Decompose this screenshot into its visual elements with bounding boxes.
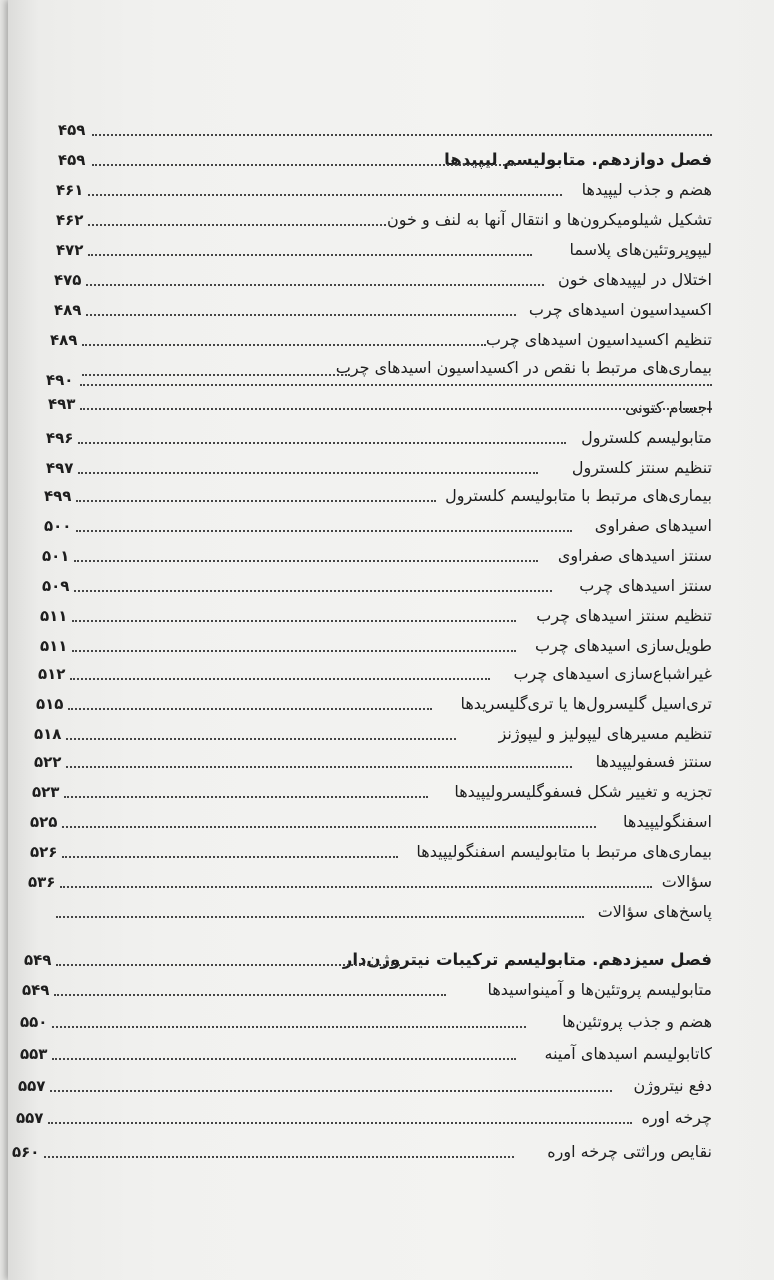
dotted-leader (70, 678, 490, 680)
toc-entry-title: نقایص وراثتی چرخه اوره (547, 1142, 712, 1161)
toc-entry-title: طویل‌سازی اسیدهای چرب (535, 636, 712, 655)
toc-entry-title: هضم و جذب پروتئین‌ها (562, 1012, 712, 1031)
dotted-leader (80, 384, 712, 386)
toc-entry-title: تنظیم مسیرهای لیپولیز و لیپوژنز (498, 724, 712, 743)
toc-entry-title: بیماری‌های مرتبط با متابولیسم اسفنگولیپیدها (416, 842, 712, 861)
toc-entry (0, 752, 712, 782)
toc-entry (0, 1044, 712, 1074)
toc-entry-title: هضم و جذب لیپیدها (581, 180, 712, 199)
toc-entry (0, 1076, 712, 1106)
toc-entry-title: تنظیم اکسیداسیون اسیدهای چرب (485, 330, 712, 349)
toc-entry-title: سنتز اسیدهای چرب (579, 576, 712, 595)
toc-entry (0, 210, 712, 240)
toc-entry-page: ۴۹۰ (46, 371, 74, 389)
toc-entry (0, 664, 712, 694)
toc-entry (0, 782, 712, 812)
toc-entry-title: سنتز اسیدهای صفراوی (557, 546, 712, 565)
dotted-leader (76, 530, 572, 532)
dotted-leader (88, 224, 386, 226)
toc-entry-page: ۴۵۹ (58, 151, 86, 169)
dotted-leader (44, 1156, 514, 1158)
toc-entry-title: اکسیداسیون اسیدهای چرب (528, 300, 712, 319)
dotted-leader (66, 738, 456, 740)
toc-entry-title: بیماری‌های مرتبط با متابولیسم کلسترول (445, 486, 712, 505)
toc-entry (0, 842, 712, 872)
toc-entry-page: ۵۲۲ (34, 753, 62, 771)
chapter-title: فصل دوازدهم. متابولیسم لیپیدها (444, 150, 712, 169)
toc-entry (0, 180, 712, 210)
toc-entry (0, 120, 712, 150)
dotted-leader (72, 620, 516, 622)
toc-entry (0, 724, 712, 754)
dotted-leader (92, 134, 712, 136)
dotted-leader (88, 194, 562, 196)
dotted-leader (50, 1090, 612, 1092)
toc-entry (0, 330, 712, 360)
toc-entry (0, 240, 712, 270)
toc-entry (0, 606, 712, 636)
toc-entry-page: ۵۱۸ (34, 725, 62, 743)
dotted-leader (56, 964, 400, 966)
toc-entry (0, 394, 712, 424)
dotted-leader (72, 650, 516, 652)
toc-entry-title: اجسام کتونی (625, 398, 712, 417)
toc-entry-page: ۵۰۰ (44, 517, 72, 535)
toc-entry-title: اسیدهای صفراوی (594, 516, 712, 535)
toc-entry-title: تنظیم سنتز اسیدهای چرب (536, 606, 712, 625)
toc-entry-title: سؤالات (661, 872, 712, 891)
dotted-leader (86, 314, 516, 316)
dotted-leader (74, 560, 538, 562)
dotted-leader (48, 1122, 632, 1124)
toc-entry-title: تری‌اسیل گلیسرول‌ها یا تری‌گلیسریدها (460, 694, 712, 713)
dotted-leader (52, 1026, 526, 1028)
toc-entry (0, 516, 712, 546)
toc-entry-page: ۴۶۲ (56, 211, 84, 229)
toc-entry-page: ۵۵۳ (20, 1045, 48, 1063)
toc-entry-title: تشکیل شیلومیکرون‌ها و انتقال آنها به لنف و خون (387, 210, 712, 229)
dotted-leader (62, 826, 596, 828)
toc-entry (0, 428, 712, 458)
dotted-leader (52, 1058, 516, 1060)
toc-entry (0, 486, 712, 516)
toc-entry-title: غیراشباع‌سازی اسیدهای چرب (513, 664, 712, 683)
toc-entry-page: ۵۲۶ (30, 843, 58, 861)
toc-entry-page: ۵۴۹ (24, 951, 52, 969)
dotted-leader (86, 284, 544, 286)
toc-entry (0, 270, 712, 300)
dotted-leader (64, 796, 428, 798)
toc-entry-title: دفع نیتروژن (633, 1076, 712, 1095)
dotted-leader (62, 856, 398, 858)
toc-entry-page: ۵۱۵ (36, 695, 64, 713)
toc-entry-page: ۴۹۹ (44, 487, 72, 505)
toc-entry-title: اختلال در لیپیدهای خون (558, 270, 712, 289)
toc-entry (0, 458, 712, 488)
toc-entry-page: ۵۱۲ (38, 665, 66, 683)
toc-entry-title: چرخه اوره (641, 1108, 712, 1127)
dotted-leader (66, 766, 572, 768)
toc-entry-page: ۴۶۱ (56, 181, 84, 199)
toc-entry-title: پاسخ‌های سؤالات (597, 902, 712, 921)
toc-entry (0, 546, 712, 576)
toc-entry-page: ۵۵۷ (18, 1077, 46, 1095)
dotted-leader (80, 408, 712, 410)
toc-entry-page: ۵۴۹ (22, 981, 50, 999)
toc-entry-page: ۵۰۹ (42, 577, 70, 595)
dotted-leader (78, 442, 566, 444)
toc-entry (0, 812, 712, 842)
toc-entry-title: لیپوپروتئین‌های پلاسما (569, 240, 712, 259)
dotted-leader (92, 164, 516, 166)
toc-entry-title: کاتابولیسم اسیدهای آمینه (544, 1044, 712, 1063)
toc-entry-page: ۴۸۹ (50, 331, 78, 349)
toc-entry-page: ۵۲۳ (32, 783, 60, 801)
dotted-leader (82, 344, 486, 346)
toc-entry (0, 1108, 712, 1138)
toc-entry-page: ۴۷۵ (54, 271, 82, 289)
toc-entry-page: ۵۶۰ (12, 1143, 40, 1161)
toc-entry-page: ۵۰۱ (42, 547, 70, 565)
chapter-title: فصل سیزدهم. متابولیسم ترکیبات نیتروژن‌دار (342, 950, 712, 969)
toc-entry-page: ۴۹۶ (46, 429, 74, 447)
toc-entry-page: ۵۱۱ (40, 637, 68, 655)
chapter-heading (0, 150, 712, 180)
toc-entry-title: تجزیه و تغییر شکل فسفوگلیسرولیپیدها (454, 782, 712, 801)
toc-entry (0, 1142, 712, 1172)
toc-entry-page: ۵۱۱ (40, 607, 68, 625)
toc-entry-page: ۵۳۶ (28, 873, 56, 891)
toc-entry-title: بیماری‌های مرتبط با نقص در اکسیداسیون اسیدهای چرب (335, 358, 712, 377)
dotted-leader (68, 708, 432, 710)
toc-entry-page: ۴۵۹ (58, 121, 86, 139)
toc-entry (0, 980, 712, 1010)
dotted-leader (88, 254, 532, 256)
toc-entry-title: تنظیم سنتز کلسترول (571, 458, 712, 477)
chapter-heading (0, 950, 712, 980)
dotted-leader (56, 916, 584, 918)
dotted-leader (54, 994, 446, 996)
toc-entry-page: ۴۹۳ (48, 395, 76, 413)
toc-entry-title: سنتز فسفولیپیدها (595, 752, 712, 771)
dotted-leader (76, 500, 436, 502)
toc-entry-page: ۴۷۲ (56, 241, 84, 259)
toc-entry-page: ۴۸۹ (54, 301, 82, 319)
dotted-leader (60, 886, 652, 888)
toc-entry-page: ۴۹۷ (46, 459, 74, 477)
dotted-leader (78, 472, 538, 474)
dotted-leader (74, 590, 552, 592)
toc-entry-page: ۵۲۵ (30, 813, 58, 831)
toc-entry-title: اسفنگولیپیدها (623, 812, 712, 831)
toc-entry (0, 1012, 712, 1042)
toc-entry (0, 902, 712, 932)
toc-entry (0, 636, 712, 666)
toc-entry-page: ۵۵۷ (16, 1109, 44, 1127)
toc-entry-page: ۵۵۰ (20, 1013, 48, 1031)
toc-entry (0, 872, 712, 902)
toc-entry (0, 300, 712, 330)
toc-entry (0, 576, 712, 606)
toc-entry-title: متابولیسم کلسترول (581, 428, 712, 447)
toc-entry (0, 694, 712, 724)
toc-entry-title: متابولیسم پروتئین‌ها و آمینواسیدها (487, 980, 712, 999)
